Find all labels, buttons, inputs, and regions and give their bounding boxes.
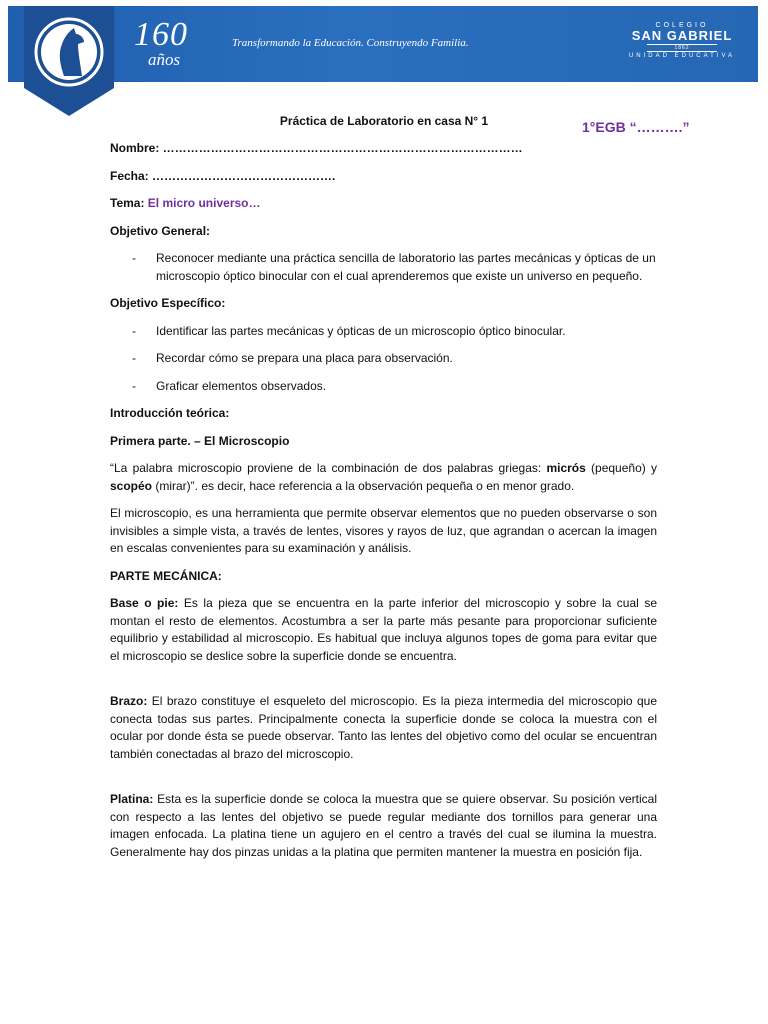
etymology-paragraph (110, 460, 657, 495)
tema-value: El micro universo… (144, 196, 261, 210)
base-text: Es la pieza que se encuentra en la parte inferior del microscopio y sobre la cual se montan el resto de elementos. Acostumbra a ser la parte más pesante para proporcionar suficiente equilibrio y estabilidad al microscopio. Es habitual que incluya algunos topes de goma para evitar que el microscopio se deslice sobre la superficie donde se encuentra. (110, 596, 657, 663)
anniversary-word: años (148, 50, 181, 69)
brand-line-year: 1862 (647, 44, 717, 52)
nombre-value: ……………………………………………………………………………… (159, 141, 523, 155)
document-title: Práctica de Laboratorio en casa N° 1 (279, 114, 489, 128)
list-item: - Graficar elementos observados. (110, 378, 657, 396)
spacer (110, 773, 657, 791)
platina-label: Platina: (110, 792, 154, 806)
objetivo-especifico-heading: Objetivo Específico: (110, 296, 226, 310)
etymology-text-1: “La palabra microscopio proviene de la combinación de dos palabras griegas: (110, 461, 547, 475)
microscope-definition-paragraph: El microscopio, es una herramienta que permite observar elementos que no pueden observarse o son invisibles a simple vista, a través de lentes, visores y rayos de luz, que agrandan o acercan la imagen en escalas convenientes para su examinación y análisis. (110, 506, 657, 555)
brazo-text: El brazo constituye el esqueleto del microscopio. Es la pieza intermedia del microscopio que conecta todas sus partes. Principalmente conecta la superficie donde se coloca la muestra con el ocular por donde ésta se puede observar. Tanto las lentes del objetivo como del ocular se encuentran también conectadas al brazo del microscopio. (110, 694, 657, 761)
school-brand (622, 22, 742, 59)
objetivo-especifico-list (110, 323, 657, 396)
etymology-text-3: (mirar)”. es decir, hace referencia a la observación pequeña o en menor grado. (152, 478, 575, 493)
brand-line-colegio: COLEGIO (655, 22, 709, 29)
brand-line-unit: UNIDAD EDUCATIVA (628, 53, 736, 59)
parte-mecanica-heading: PARTE MECÁNICA: (110, 568, 222, 583)
brazo-paragraph (110, 693, 657, 763)
spacer (110, 675, 657, 693)
platina-paragraph (110, 791, 657, 861)
anniversary-mark (134, 18, 188, 68)
introduccion-heading: Introducción teórica: (110, 406, 230, 420)
objetivo-general-heading: Objetivo General: (110, 223, 211, 238)
etymology-term-scopeo: scopéo (110, 478, 153, 493)
brazo-label: Brazo: (110, 694, 148, 708)
fecha-line (110, 168, 657, 186)
school-shield-logo-icon (24, 6, 114, 116)
platina-text: Esta es la superficie donde se coloca la muestra que se quiere observar. Su posición vertical con respecto a las lentes del objetivo se puede regular mediante dos tornillos para generar una imagen enfocada. La platina tiene un agujero en el centro a través del cual se ilumina la muestra. Generalmente hay dos pinzas unidas a la platina que permiten mantener la muestra en posición fija. (110, 792, 657, 859)
fecha-label: Fecha: (110, 168, 149, 183)
header-slogan: Transformando la Educación. Construyendo Familia. (232, 37, 469, 49)
document-body (110, 140, 657, 871)
etymology-term-micros: micrós (546, 461, 586, 475)
primera-parte-heading: Primera parte. – El Microscopio (110, 433, 290, 448)
nombre-label: Nombre: (110, 141, 160, 155)
base-label: Base o pie: (110, 596, 179, 610)
brand-line-name: SAN GABRIEL (631, 28, 733, 43)
grade-label: 1°EGB “……….” (582, 119, 690, 135)
tema-line (110, 195, 657, 213)
objetivo-general-list (110, 250, 657, 285)
base-paragraph (110, 595, 657, 665)
nombre-line (110, 140, 657, 158)
list-item: - Recordar cómo se prepara una placa para observación. (110, 350, 657, 368)
etymology-text-2: (pequeño) y (585, 461, 657, 475)
anniversary-number: 160 (134, 16, 188, 53)
tema-label: Tema: (110, 196, 145, 210)
list-item: - Reconocer mediante una práctica sencilla de laboratorio las partes mecánicas y ópticas de un microscopio óptico binocular con el cual aprenderemos que existe un universo en pequeño. (110, 250, 657, 285)
list-item: - Identificar las partes mecánicas y ópticas de un microscopio óptico binocular. (110, 323, 657, 341)
fecha-value: ………………………………………. (148, 168, 336, 183)
